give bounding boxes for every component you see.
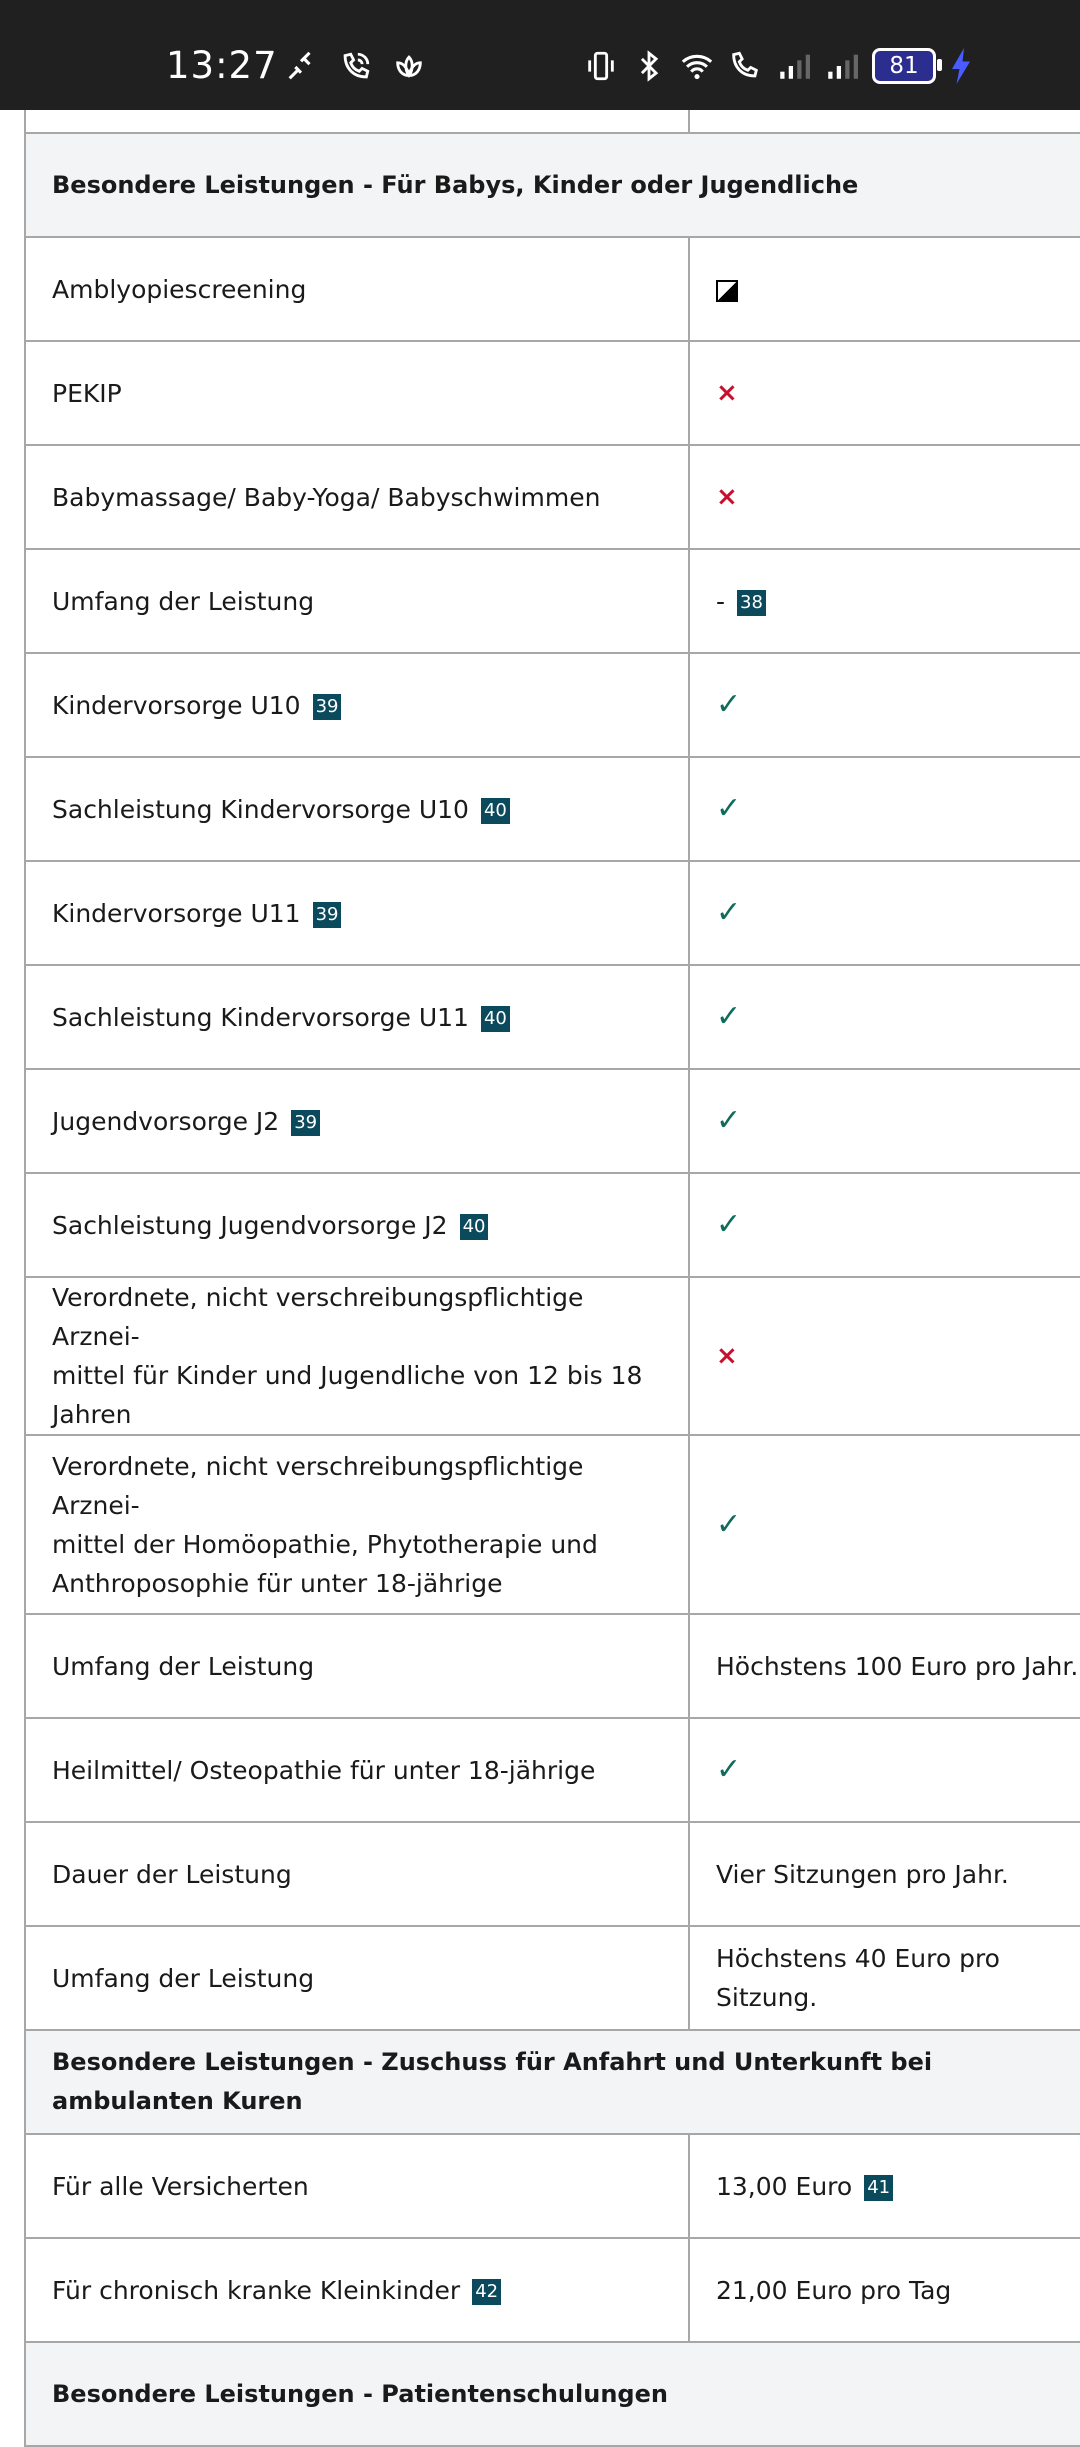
row-label [25, 1277, 689, 1435]
footnote-badge[interactable]: 40 [481, 798, 510, 824]
lotus-icon [392, 50, 426, 84]
check-icon: ✓ [716, 1103, 742, 1138]
section-header [25, 2342, 1080, 2446]
table-row [25, 1822, 1080, 1926]
partial-icon [716, 280, 738, 302]
value-text: Höchstens 40 Euro pro Sitzung. [716, 1944, 1000, 2012]
row-value [689, 341, 1080, 445]
footnote-badge[interactable]: 42 [472, 2279, 501, 2305]
value-text: 21,00 Euro pro Tag [716, 2275, 952, 2305]
battery-icon [872, 48, 936, 84]
table-row [25, 1069, 1080, 1173]
table-row [25, 237, 1080, 341]
row-label [25, 1926, 689, 2030]
text-line: mittel für Kinder und Jugendliche von 12 bis 18 Jahren [52, 1361, 643, 1429]
check-icon: ✓ [716, 895, 742, 930]
text-line: Sachleistung Kindervorsorge U10 [52, 794, 469, 824]
text-line: Dauer der Leistung [52, 1859, 292, 1889]
text-line: Anthroposophie für unter 18-jährige [52, 1568, 503, 1598]
row-label [25, 237, 689, 341]
battery-level: 81 [889, 53, 919, 79]
table-row [25, 861, 1080, 965]
row-value [689, 757, 1080, 861]
table-row [25, 341, 1080, 445]
charging-icon [950, 48, 972, 84]
text-line: Umfang der Leistung [52, 1963, 315, 1993]
value-text: Höchstens 100 Euro pro Jahr. [716, 1651, 1079, 1681]
table-row [25, 965, 1080, 1069]
table-row [25, 549, 1080, 653]
text-line: Kindervorsorge U10 [52, 690, 301, 720]
footnote-badge[interactable]: 39 [313, 694, 342, 720]
row-label [25, 1069, 689, 1173]
section-title: Besondere Leistungen - Zuschuss für Anfahrt und Unterkunft bei ambulanten Kuren [25, 2030, 1080, 2134]
table-row [25, 1926, 1080, 2030]
text-line: Jugendvorsorge J2 [52, 1106, 280, 1136]
section-title: Besondere Leistungen - Für Babys, Kinder oder Jugendliche [25, 133, 1080, 237]
text-line: Umfang der Leistung [52, 586, 315, 616]
row-value [689, 1718, 1080, 1822]
row-label [25, 1718, 689, 1822]
text-line: Kindervorsorge U11 [52, 898, 301, 928]
text-line: Für alle Versicherten [52, 2171, 309, 2201]
row-label [25, 861, 689, 965]
footnote-badge[interactable]: 39 [291, 1110, 320, 1136]
benefits-table [24, 132, 1080, 2447]
table-row [25, 653, 1080, 757]
text-line: Verordnete, nicht verschreibungspflichtige Arznei- [52, 1451, 584, 1520]
text-line: PEKIP [52, 378, 122, 408]
bluetooth-icon [632, 49, 666, 83]
check-icon: ✓ [716, 1506, 742, 1542]
row-value [689, 653, 1080, 757]
check-icon: ✓ [716, 791, 742, 826]
text-line: Verordnete, nicht verschreibungspflichtige Arznei- [52, 1283, 584, 1351]
table-row [25, 1277, 1080, 1435]
section-title: Besondere Leistungen - Patientenschulungen [25, 2342, 1080, 2446]
text-line: mittel der Homöopathie, Phytotherapie und [52, 1529, 598, 1559]
status-bar [0, 0, 1080, 110]
benefits-table-body [25, 133, 1080, 2446]
footnote-badge[interactable]: 39 [313, 902, 342, 928]
status-time: 13:27 [166, 44, 278, 87]
footnote-badge[interactable]: 40 [481, 1006, 510, 1032]
row-value [689, 861, 1080, 965]
text-line: Umfang der Leistung [52, 1651, 315, 1681]
text-line: Heilmittel/ Osteopathie für unter 18-jährige [52, 1755, 596, 1785]
row-label [25, 1614, 689, 1718]
table-row [25, 1435, 1080, 1614]
row-value [689, 445, 1080, 549]
previous-row-fragment [24, 110, 1080, 132]
text-line: Sachleistung Jugendvorsorge J2 [52, 1210, 448, 1240]
section-header [25, 2030, 1080, 2134]
row-label [25, 1822, 689, 1926]
row-label [25, 2134, 689, 2238]
value-text: 13,00 Euro [716, 2171, 853, 2201]
footnote-badge[interactable]: 41 [864, 2175, 893, 2201]
row-label [25, 445, 689, 549]
wifi-icon [680, 49, 714, 83]
footnote-badge[interactable]: 40 [460, 1214, 489, 1240]
row-label [25, 653, 689, 757]
check-icon: ✓ [716, 1207, 742, 1242]
row-value [689, 1614, 1080, 1718]
row-value [689, 965, 1080, 1069]
value-text: Vier Sitzungen pro Jahr. [716, 1859, 1009, 1889]
wifi-call-icon [338, 50, 372, 84]
table-row [25, 757, 1080, 861]
value-text: - [716, 586, 726, 616]
text-line: Babymassage/ Baby-Yoga/ Babyschwimmen [52, 482, 601, 512]
cross-icon: × [716, 1341, 738, 1371]
row-value [689, 1173, 1080, 1277]
cross-icon: × [716, 482, 738, 512]
row-label [25, 341, 689, 445]
row-value [689, 1435, 1080, 1614]
text-line: Für chronisch kranke Kleinkinder [52, 2275, 461, 2305]
table-row [25, 445, 1080, 549]
row-label [25, 1173, 689, 1277]
row-label [25, 1435, 689, 1614]
row-value [689, 549, 1080, 653]
table-row [25, 1614, 1080, 1718]
signal-icon-1 [776, 49, 810, 83]
table-row [25, 2238, 1080, 2342]
table-row [25, 1173, 1080, 1277]
signal-icon-2 [824, 49, 858, 83]
check-icon: ✓ [716, 1752, 742, 1787]
benefits-table-container [0, 110, 1080, 2447]
row-label [25, 757, 689, 861]
text-line: Amblyopiescreening [52, 274, 307, 304]
check-icon: ✓ [716, 687, 742, 722]
row-value [689, 2238, 1080, 2342]
vibrate-icon [584, 49, 618, 83]
cross-icon: × [716, 378, 738, 408]
call-signal-icon [728, 49, 762, 83]
text-line: Sachleistung Kindervorsorge U11 [52, 1002, 469, 1032]
row-value [689, 2134, 1080, 2238]
row-value [689, 1277, 1080, 1435]
row-label [25, 2238, 689, 2342]
row-value [689, 1822, 1080, 1926]
table-row [25, 1718, 1080, 1822]
row-value [689, 237, 1080, 341]
section-header [25, 133, 1080, 237]
row-value [689, 1069, 1080, 1173]
table-row [25, 2134, 1080, 2238]
row-label [25, 965, 689, 1069]
footnote-badge[interactable]: 38 [737, 590, 766, 616]
vaccine-icon [284, 50, 318, 84]
row-label [25, 549, 689, 653]
row-value [689, 1926, 1080, 2030]
check-icon: ✓ [716, 999, 742, 1034]
